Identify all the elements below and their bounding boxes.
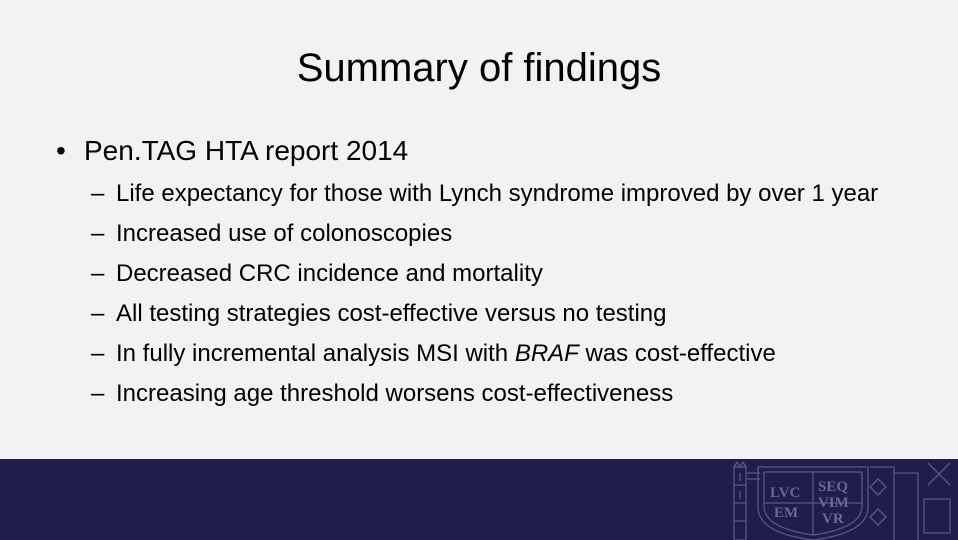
sub-bullet-item	[91, 217, 916, 250]
bullet-mark: •	[56, 135, 66, 166]
gene-name-italic: BRAF	[514, 340, 579, 367]
sub-bullet-item	[91, 177, 916, 210]
bullet-item	[56, 133, 916, 169]
crest-text: VIM	[818, 495, 849, 511]
sub-bullet-text: All testing strategies cost-effective versus no testing	[116, 300, 667, 327]
dash-mark: –	[91, 340, 105, 367]
crest-text: EM	[774, 505, 799, 521]
dash-mark: –	[91, 380, 105, 407]
sub-bullet-text-post: was cost-effective	[578, 340, 776, 367]
sub-bullet-text: Increased use of colonoscopies	[116, 220, 453, 247]
sub-bullet-item	[91, 377, 916, 410]
sub-bullet-text	[116, 337, 886, 370]
sub-bullet-text-pre: In fully incremental analysis MSI with	[116, 340, 515, 367]
bullet-text: Pen.TAG HTA report 2014	[84, 135, 409, 166]
sub-bullet-list	[91, 177, 916, 410]
slide-title: Summary of findings	[296, 46, 662, 90]
crest-text: SEQ	[818, 479, 849, 495]
sub-bullet-item	[91, 297, 916, 330]
dash-mark: –	[91, 220, 105, 247]
crest-text: VR	[822, 511, 844, 527]
sub-bullet-text: Life expectancy for those with Lynch syndrome improved by over 1 year	[116, 180, 879, 207]
dash-mark: –	[91, 180, 105, 207]
bullet-list	[56, 133, 916, 417]
dash-mark: –	[91, 260, 105, 287]
sub-bullet-item	[91, 257, 916, 290]
sub-bullet-text: Decreased CRC incidence and mortality	[116, 260, 543, 287]
university-crest-icon	[718, 459, 958, 540]
dash-mark: –	[91, 300, 105, 327]
sub-bullet-item	[91, 337, 916, 370]
crest-text: LVC	[770, 485, 801, 501]
sub-bullet-text: Increasing age threshold worsens cost-effectiveness	[116, 380, 674, 407]
